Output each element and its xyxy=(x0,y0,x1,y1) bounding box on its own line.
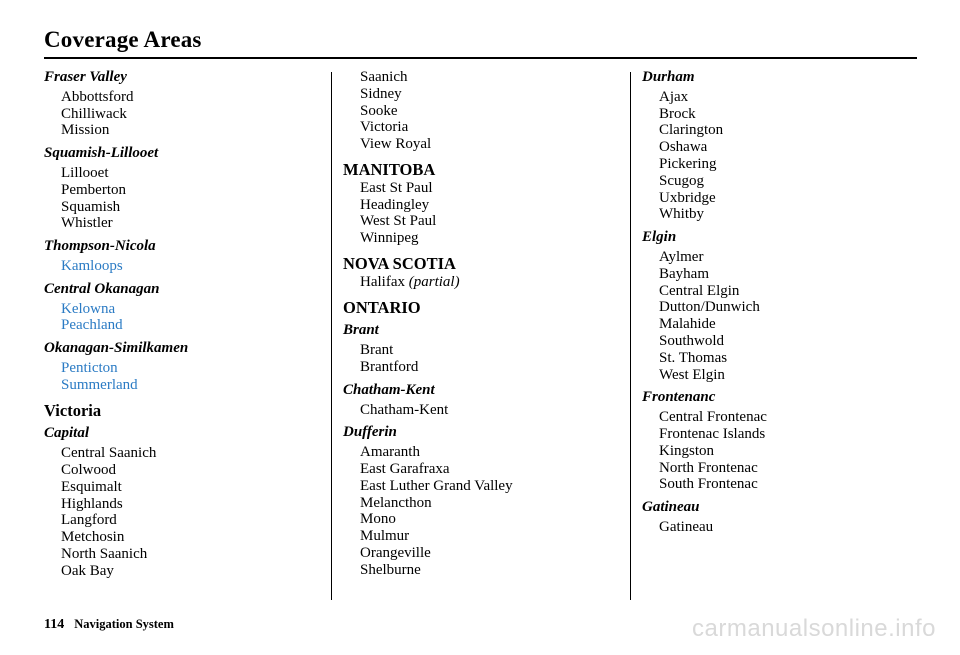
region-heading: Chatham-Kent xyxy=(343,381,435,398)
place-name: Dutton/Dunwich xyxy=(659,299,760,316)
place-item xyxy=(360,402,623,419)
place-item xyxy=(360,274,623,291)
place-list xyxy=(343,342,623,376)
place-list xyxy=(642,89,922,223)
place-item xyxy=(61,165,324,182)
place-item xyxy=(360,86,623,103)
place-name: Headingley xyxy=(360,196,430,213)
region-heading: Elgin xyxy=(642,229,677,246)
place-item xyxy=(360,69,623,86)
place-item xyxy=(61,122,324,139)
place-name: Clarington xyxy=(659,122,724,139)
place-item xyxy=(360,461,623,478)
column-divider xyxy=(630,72,631,600)
place-list xyxy=(343,444,623,578)
place-list xyxy=(44,165,324,232)
place-list xyxy=(642,519,922,536)
place-item xyxy=(360,495,623,512)
place-item xyxy=(659,476,922,493)
place-name: Abbottsford xyxy=(61,88,134,105)
place-item xyxy=(659,206,922,223)
place-item xyxy=(61,529,324,546)
place-name: Whitby xyxy=(659,206,704,223)
place-list xyxy=(44,258,324,275)
region-heading: Squamish-Lillooet xyxy=(44,145,159,162)
region-heading: Okanagan-Similkamen xyxy=(44,340,189,357)
place-name[interactable]: Summerland xyxy=(61,376,138,393)
place-item xyxy=(61,89,324,106)
section-name: Navigation System xyxy=(74,617,174,631)
place-item xyxy=(659,122,922,139)
place-list xyxy=(44,445,324,579)
title-rule xyxy=(44,57,917,59)
place-name: Shelburne xyxy=(360,561,421,578)
place-link[interactable] xyxy=(61,360,324,377)
region-heading: Fraser Valley xyxy=(44,69,127,85)
place-item xyxy=(61,199,324,216)
place-item xyxy=(61,462,324,479)
region-heading: Thompson-Nicola xyxy=(44,238,156,255)
place-item xyxy=(659,139,922,156)
place-list xyxy=(343,274,623,291)
place-name[interactable]: Kamloops xyxy=(61,257,123,274)
place-item xyxy=(659,409,922,426)
place-name: Frontenac Islands xyxy=(659,425,766,442)
place-note: (partial) xyxy=(408,273,460,290)
place-item xyxy=(360,359,623,376)
place-item xyxy=(360,562,623,579)
place-item xyxy=(659,350,922,367)
place-item xyxy=(61,106,324,123)
place-item xyxy=(360,136,623,153)
place-name: South Frontenac xyxy=(659,476,758,493)
page-number: 114 xyxy=(44,617,65,632)
place-item xyxy=(61,479,324,496)
place-item xyxy=(360,545,623,562)
page-footer xyxy=(44,615,174,633)
place-item xyxy=(360,528,623,545)
place-name[interactable]: Peachland xyxy=(61,317,123,334)
place-item xyxy=(61,563,324,580)
place-name: Sidney xyxy=(360,85,402,102)
place-name: Scugog xyxy=(659,172,704,189)
place-name: Mono xyxy=(360,511,396,528)
place-name: Southwold xyxy=(659,332,725,349)
province-heading: NOVA SCOTIA xyxy=(343,253,456,273)
place-name: Amaranth xyxy=(360,444,420,461)
place-name: Chilliwack xyxy=(61,105,127,122)
place-name: Bayham xyxy=(659,265,709,282)
place-list xyxy=(343,69,623,153)
column-divider xyxy=(331,72,332,600)
place-name: Metchosin xyxy=(61,529,125,546)
place-name: Aylmer xyxy=(659,248,704,265)
place-item xyxy=(659,283,922,300)
place-item xyxy=(360,103,623,120)
region-heading: Capital xyxy=(44,425,90,442)
place-name: Colwood xyxy=(61,461,117,478)
region-heading: Durham xyxy=(642,69,695,85)
place-name: Chatham-Kent xyxy=(360,401,449,418)
place-name: West St Paul xyxy=(360,213,437,230)
place-item xyxy=(659,266,922,283)
place-name: Squamish xyxy=(61,198,121,215)
place-link[interactable] xyxy=(61,301,324,318)
place-name: West Elgin xyxy=(659,366,725,383)
place-name: Central Saanich xyxy=(61,445,157,462)
place-item xyxy=(659,333,922,350)
place-item xyxy=(360,213,623,230)
place-name: View Royal xyxy=(360,136,432,153)
place-item xyxy=(61,182,324,199)
page-title: Coverage Areas xyxy=(44,27,202,52)
place-name: Kingston xyxy=(659,442,715,459)
place-item xyxy=(659,426,922,443)
place-name: North Saanich xyxy=(61,545,148,562)
place-name[interactable]: Penticton xyxy=(61,359,118,376)
place-name: Victoria xyxy=(360,119,409,136)
place-item xyxy=(659,460,922,477)
place-item xyxy=(659,249,922,266)
place-name: East Luther Grand Valley xyxy=(360,477,513,494)
place-name: Malahide xyxy=(659,316,716,333)
province-heading: MANITOBA xyxy=(343,159,436,179)
place-name: Highlands xyxy=(61,495,123,512)
place-item xyxy=(659,299,922,316)
place-item xyxy=(659,443,922,460)
place-item xyxy=(360,197,623,214)
place-link[interactable] xyxy=(61,317,324,334)
region-heading: Frontenanc xyxy=(642,389,716,406)
place-name: North Frontenac xyxy=(659,459,758,476)
place-item xyxy=(659,367,922,384)
place-list xyxy=(642,409,922,493)
place-item xyxy=(360,511,623,528)
place-item xyxy=(61,546,324,563)
place-item xyxy=(360,444,623,461)
place-name: Pickering xyxy=(659,155,717,172)
place-list xyxy=(642,249,922,383)
place-name: Ajax xyxy=(659,88,689,105)
place-name: Halifax xyxy=(360,273,405,290)
place-item xyxy=(659,519,922,536)
place-name: Mulmur xyxy=(360,528,410,545)
place-name: Mission xyxy=(61,122,110,139)
place-item xyxy=(360,230,623,247)
place-name: Gatineau xyxy=(659,518,714,535)
place-name: St. Thomas xyxy=(659,349,728,366)
region-heading: Brant xyxy=(343,322,379,339)
place-name: Pemberton xyxy=(61,181,126,198)
place-name: Brantford xyxy=(360,358,419,375)
place-item xyxy=(659,156,922,173)
region-heading: Gatineau xyxy=(642,499,700,516)
place-name: Oshawa xyxy=(659,139,708,156)
place-name: East Garafraxa xyxy=(360,460,450,477)
place-name: Lillooet xyxy=(61,164,109,181)
place-item xyxy=(61,496,324,513)
column-1 xyxy=(44,69,324,580)
place-name: Saanich xyxy=(360,69,408,85)
place-name: Langford xyxy=(61,512,117,529)
place-item xyxy=(360,180,623,197)
region-heading: Dufferin xyxy=(343,424,397,441)
place-item xyxy=(659,173,922,190)
province-heading: ONTARIO xyxy=(343,297,421,317)
place-item xyxy=(360,478,623,495)
place-name[interactable]: Kelowna xyxy=(61,300,116,317)
place-name: Whistler xyxy=(61,215,113,232)
place-item xyxy=(659,106,922,123)
place-name: Sooke xyxy=(360,102,398,119)
place-list xyxy=(343,180,623,247)
place-name: East St Paul xyxy=(360,179,433,196)
place-item xyxy=(61,215,324,232)
place-item xyxy=(659,190,922,207)
place-name: Uxbridge xyxy=(659,189,716,206)
place-item xyxy=(360,342,623,359)
place-name: Central Elgin xyxy=(659,282,740,299)
place-name: Orangeville xyxy=(360,544,431,561)
watermark: carmanualsonline.info xyxy=(692,615,936,642)
place-item xyxy=(61,512,324,529)
place-name: Melancthon xyxy=(360,494,432,511)
place-name: Central Frontenac xyxy=(659,409,767,426)
place-item xyxy=(659,316,922,333)
place-link[interactable] xyxy=(61,377,324,394)
place-link[interactable] xyxy=(61,258,324,275)
place-list xyxy=(343,402,623,419)
place-item xyxy=(360,119,623,136)
place-item xyxy=(659,89,922,106)
place-list xyxy=(44,360,324,394)
place-name: Oak Bay xyxy=(61,562,114,579)
province-heading: Victoria xyxy=(44,400,102,420)
place-list xyxy=(44,301,324,335)
place-name: Winnipeg xyxy=(360,230,419,247)
place-list xyxy=(44,89,324,139)
place-name: Brock xyxy=(659,105,696,122)
column-2 xyxy=(343,69,623,579)
place-name: Esquimalt xyxy=(61,478,122,495)
place-item xyxy=(61,445,324,462)
column-3 xyxy=(642,69,922,536)
place-name: Brant xyxy=(360,342,394,359)
region-heading: Central Okanagan xyxy=(44,280,160,297)
